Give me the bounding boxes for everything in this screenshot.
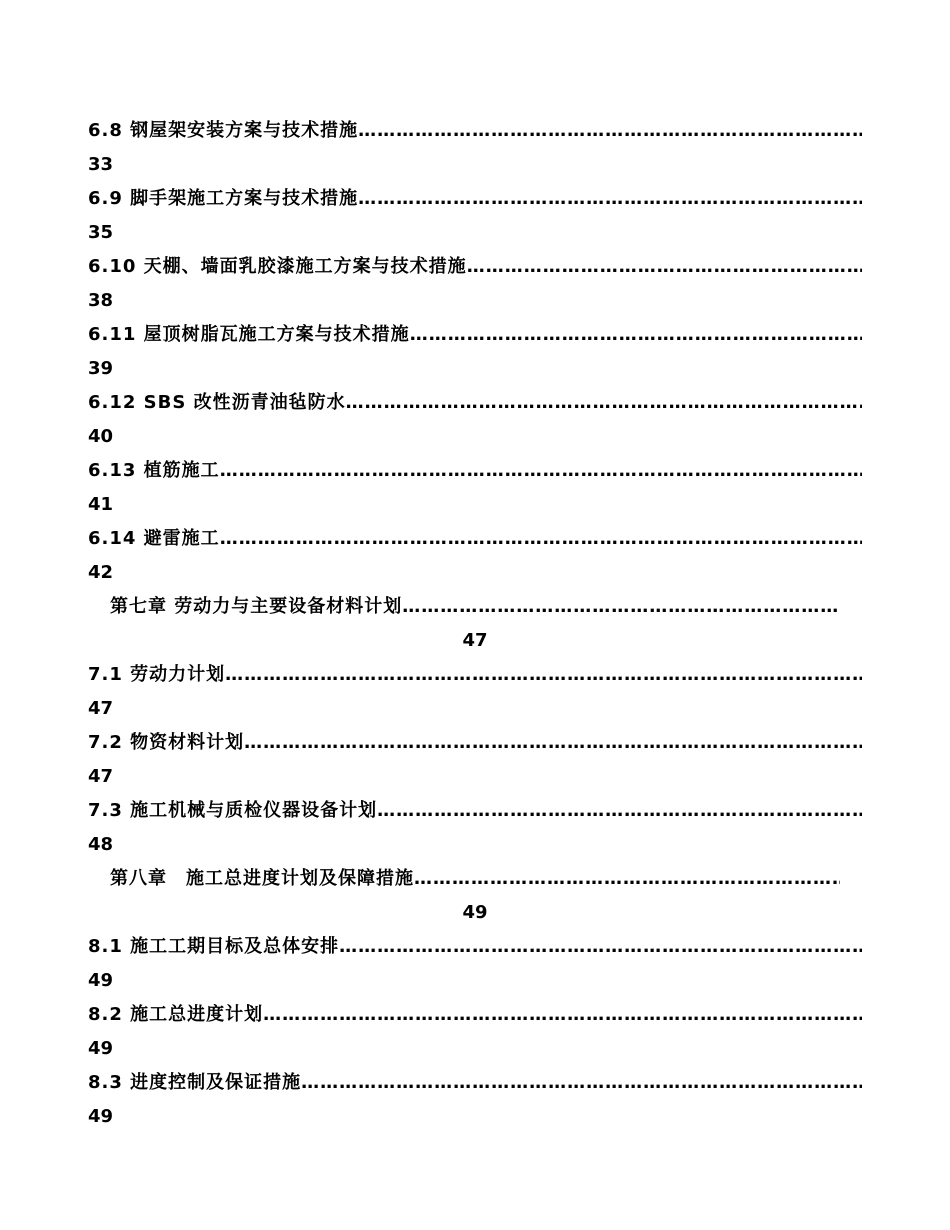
toc-chapter-title: 第八章 施工总进度计划及保障措施 — [110, 868, 414, 889]
dot-leader — [263, 998, 862, 1032]
toc-entry[interactable] — [88, 318, 862, 352]
toc-entry-title: 8.3 进度控制及保证措施 — [88, 1072, 302, 1093]
toc-entry-title: 7.3 施工机械与质检仪器设备计划 — [88, 800, 378, 821]
table-of-contents — [88, 114, 862, 1134]
toc-chapter-entry[interactable] — [88, 590, 862, 624]
toc-entry[interactable] — [88, 1066, 862, 1100]
toc-entry[interactable] — [88, 522, 862, 556]
toc-entry[interactable] — [88, 386, 862, 420]
toc-entry-title: 6.14 避雷施工 — [88, 528, 220, 549]
toc-entry-title: 6.8 钢屋架安装方案与技术措施 — [88, 120, 359, 141]
toc-entry[interactable] — [88, 182, 862, 216]
toc-entry[interactable] — [88, 794, 862, 828]
toc-page-number: 49 — [88, 1106, 114, 1127]
toc-page-number: 49 — [88, 970, 114, 991]
toc-entry[interactable] — [88, 250, 862, 284]
dot-leader — [402, 590, 840, 624]
toc-entry[interactable] — [88, 114, 862, 148]
toc-entry[interactable] — [88, 454, 862, 488]
dot-leader — [220, 454, 862, 488]
toc-page-number: 48 — [88, 834, 114, 855]
dot-leader — [244, 726, 862, 760]
toc-entry-title: 7.2 物资材料计划 — [88, 732, 245, 753]
dot-leader — [414, 862, 840, 896]
toc-page-number: 42 — [88, 562, 114, 583]
dot-leader — [225, 658, 862, 692]
toc-page-number: 40 — [88, 426, 114, 447]
toc-entry-title: 6.9 脚手架施工方案与技术措施 — [88, 188, 359, 209]
dot-leader — [346, 386, 862, 420]
toc-page-number: 47 — [88, 698, 114, 719]
toc-entry-title: 6.12 SBS 改性沥青油毡防水 — [88, 392, 346, 413]
dot-leader — [301, 1066, 862, 1100]
toc-page-number: 47 — [462, 630, 488, 651]
toc-entry[interactable] — [88, 726, 862, 760]
toc-entry[interactable] — [88, 998, 862, 1032]
dot-leader — [377, 794, 862, 828]
dot-leader — [358, 114, 862, 148]
toc-entry[interactable] — [88, 930, 862, 964]
toc-entry-title: 6.11 屋顶树脂瓦施工方案与技术措施 — [88, 324, 410, 345]
dot-leader — [339, 930, 862, 964]
dot-leader — [220, 522, 862, 556]
toc-page-number: 39 — [88, 358, 114, 379]
toc-chapter-title: 第七章 劳动力与主要设备材料计划 — [110, 596, 403, 617]
toc-entry-title: 8.2 施工总进度计划 — [88, 1004, 264, 1025]
toc-page-number: 49 — [462, 902, 488, 923]
toc-page-number: 33 — [88, 154, 114, 175]
dot-leader — [358, 182, 862, 216]
toc-page-number: 49 — [88, 1038, 114, 1059]
toc-page-number: 35 — [88, 222, 114, 243]
toc-entry-title: 6.10 天棚、墙面乳胶漆施工方案与技术措施 — [88, 256, 467, 277]
toc-entry-title: 6.13 植筋施工 — [88, 460, 220, 481]
toc-chapter-entry[interactable] — [88, 862, 862, 896]
toc-page-number: 41 — [88, 494, 114, 515]
toc-entry-title: 7.1 劳动力计划 — [88, 664, 226, 685]
toc-entry-title: 8.1 施工工期目标及总体安排 — [88, 936, 340, 957]
toc-entry[interactable] — [88, 658, 862, 692]
dot-leader — [410, 318, 862, 352]
toc-page-number: 47 — [88, 766, 114, 787]
toc-page-number: 38 — [88, 290, 114, 311]
dot-leader — [467, 250, 862, 284]
